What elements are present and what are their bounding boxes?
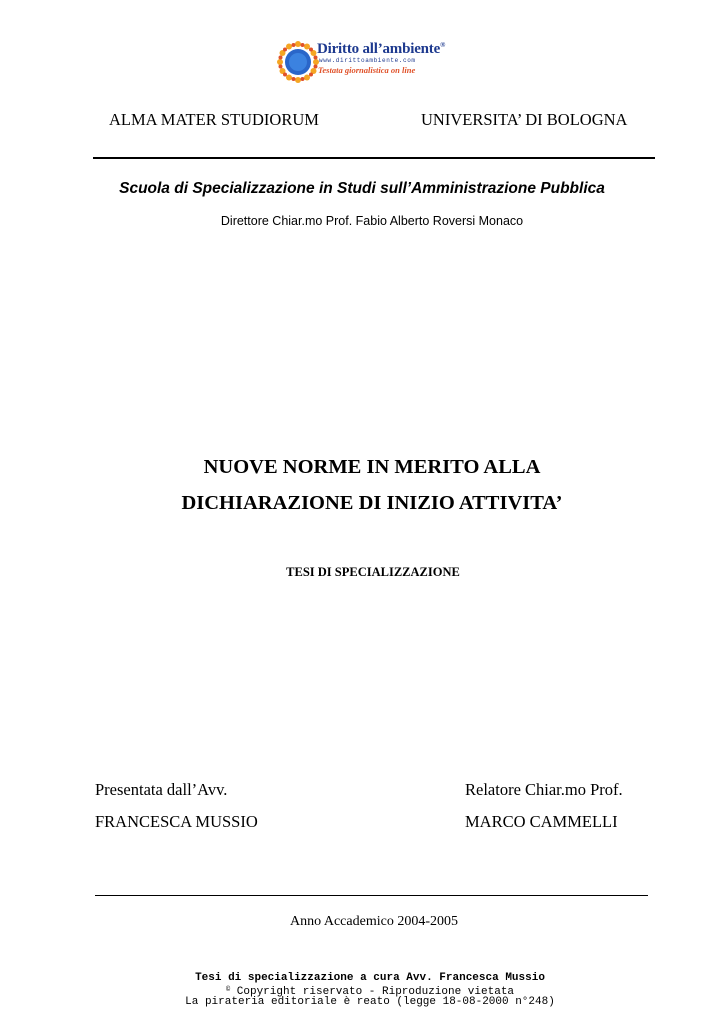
logo-url: www.dirittoambiente.com [319, 57, 416, 64]
thesis-type: TESI DI SPECIALIZZAZIONE [286, 565, 460, 579]
copyright-text: Copyright riservato - Riproduzione vietata [230, 986, 515, 998]
thesis-title-line-2: DICHIARAZIONE DI INIZIO ATTIVITA’ [181, 492, 563, 514]
supervisor-name: MARCO CAMMELLI [465, 812, 618, 831]
university-name: UNIVERSITA’ DI BOLOGNA [421, 110, 628, 129]
logo-title: Diritto all’ambiente® [317, 41, 446, 57]
header-divider [93, 157, 655, 159]
academic-year: Anno Accademico 2004-2005 [290, 914, 458, 929]
university-latin-name: ALMA MATER STUDIORUM [109, 110, 319, 129]
presenter-name: FRANCESCA MUSSIO [95, 812, 258, 831]
logo-tagline: Testata giornalistica on line [318, 65, 416, 75]
school-name: Scuola di Specializzazione in Studi sull’Amministrazione Pubblica [119, 180, 605, 197]
thesis-title-line-1: NUOVE NORME IN MERITO ALLA [203, 456, 541, 478]
footer-divider [95, 895, 648, 896]
director-line: Direttore Chiar.mo Prof. Fabio Alberto Roversi Monaco [220, 214, 524, 228]
presenter-label: Presentata dall’Avv. [95, 780, 228, 799]
copyright-symbol: © [225, 986, 231, 994]
footer-author-line: Tesi di specializzazione a cura Avv. Francesca Mussio [195, 972, 545, 984]
footer-piracy-notice: La pirateria editoriale è reato (legge 18-08-2000 n°248) [185, 996, 555, 1008]
publisher-logo [276, 40, 446, 84]
sun-logo-icon [276, 40, 320, 84]
supervisor-label: Relatore Chiar.mo Prof. [465, 780, 623, 799]
